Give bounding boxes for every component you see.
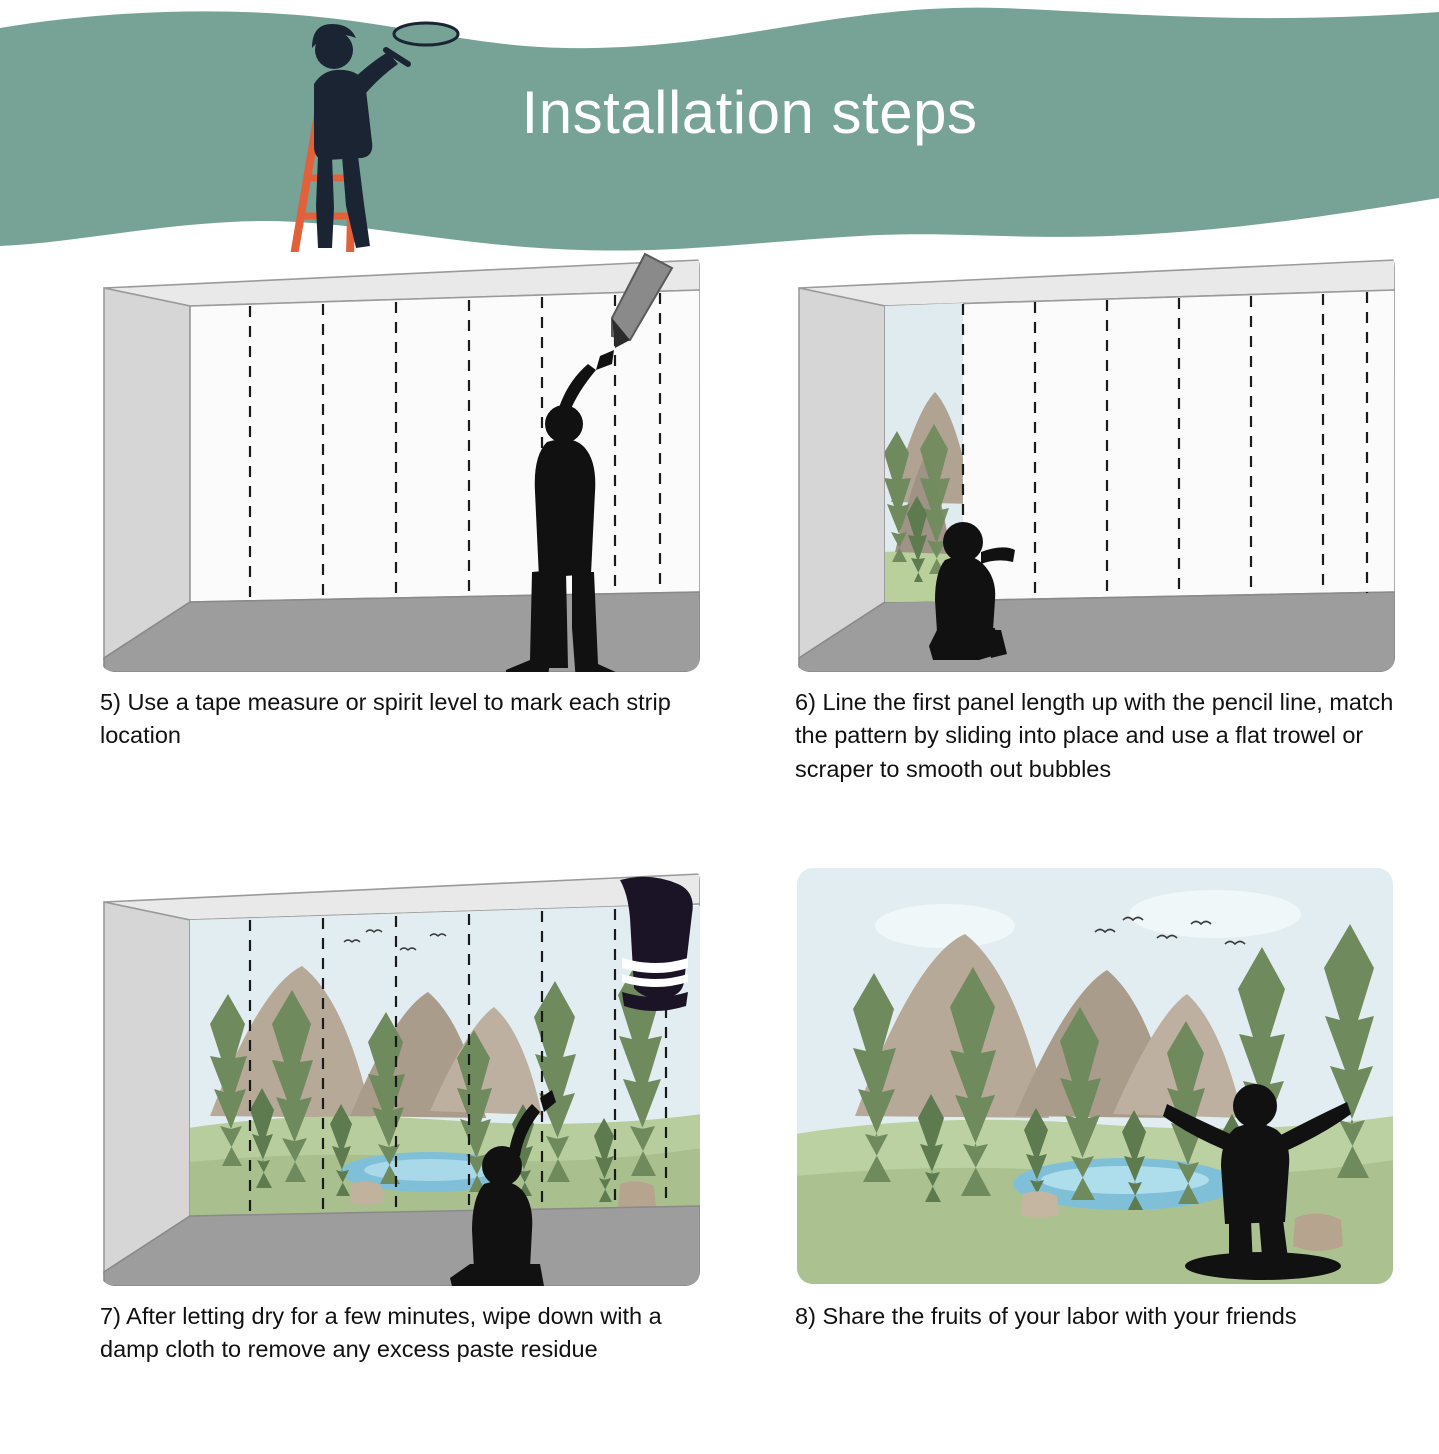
step-5-text: Use a tape measure or spirit level to mark each strip location (100, 689, 671, 749)
step-7-text: After letting dry for a few minutes, wipe down with a damp cloth to remove any excess paste residue (100, 1303, 662, 1363)
step-5-number: 5) (100, 689, 121, 715)
step-6-cell (795, 252, 1395, 786)
step-7-caption (100, 1300, 700, 1367)
step-7-number: 7) (100, 1303, 121, 1329)
step-8-caption (795, 1300, 1395, 1333)
step-5-caption (100, 686, 700, 753)
step-7-figure (100, 866, 700, 1286)
step-6-text: Line the first panel length up with the pencil line, match the pattern by sliding into place and use a flat trowel or scraper to smooth out bubbles (795, 689, 1394, 782)
finished-mural-with-person (795, 866, 1395, 1286)
step-8-text: Share the fruits of your labor with your friends (822, 1303, 1297, 1329)
steps-grid (0, 252, 1439, 1426)
step-5-cell (100, 252, 700, 753)
paint-roller-icon (386, 23, 458, 64)
step-8-figure (795, 866, 1395, 1286)
step-5-figure (100, 252, 700, 672)
room-blank-wall-with-pencil-marks (100, 252, 700, 672)
room-first-panel-applied (795, 252, 1395, 672)
mural-panels (188, 906, 700, 1218)
room-mural-mostly-applied-with-cloth (100, 866, 700, 1286)
step-6-number: 6) (795, 689, 816, 715)
step-7-cell (100, 866, 700, 1367)
header-banner (0, 0, 1439, 270)
step-8-number: 8) (795, 1303, 816, 1329)
step-6-caption (795, 686, 1395, 786)
step-8-cell (795, 866, 1395, 1333)
page-title: Installation steps (521, 79, 978, 146)
step-6-figure (795, 252, 1395, 672)
